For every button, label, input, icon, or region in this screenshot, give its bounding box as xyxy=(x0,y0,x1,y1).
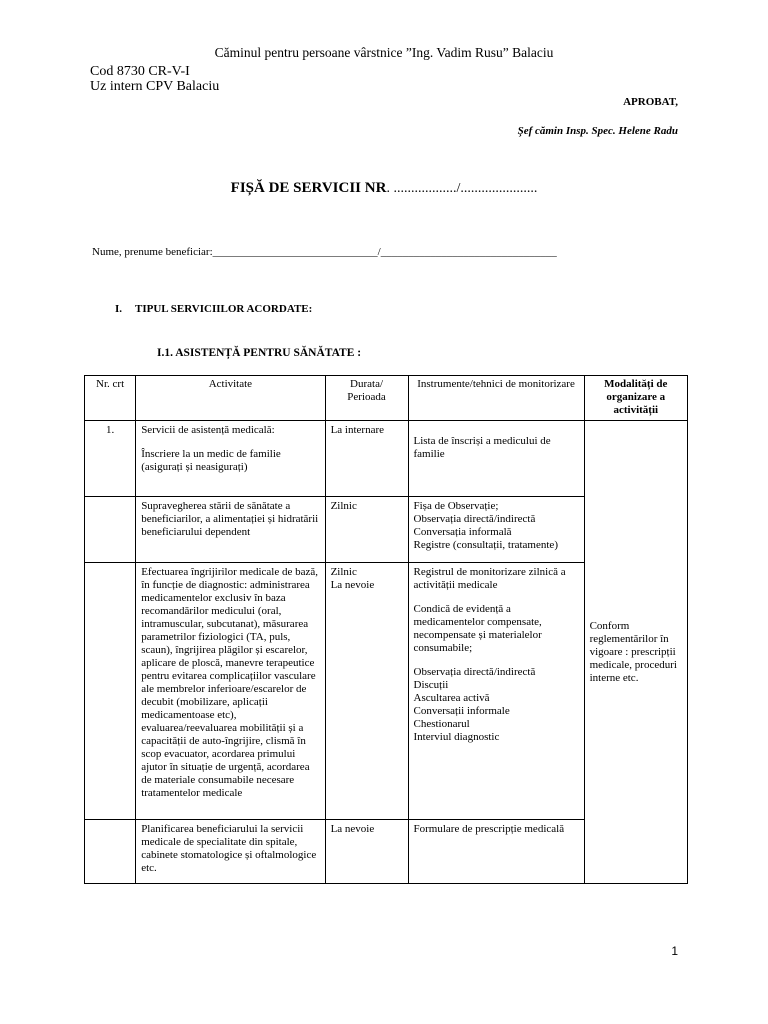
cell-nr xyxy=(85,497,136,563)
cell-activity-line: Servicii de asistență medicală: xyxy=(141,424,275,436)
cell-duration-line: La nevoie xyxy=(330,823,375,835)
table-row xyxy=(85,421,688,497)
cell-duration xyxy=(325,820,408,884)
header-nr: Nr. crt xyxy=(85,376,136,421)
header-duration: Durata/ Perioada xyxy=(325,376,408,421)
cell-instruments xyxy=(408,421,584,497)
cell-instruments-line xyxy=(414,592,579,603)
beneficiary-field[interactable]: Nume, prenume beneficiar:______________________________/________________________________ xyxy=(92,246,557,258)
cell-activity-line: Supravegherea stării de sănătate a beneficiarilor, a alimentației și hidratării beneficiarului dependent xyxy=(141,500,319,538)
cell-instruments-line: Chestionarul xyxy=(413,718,470,730)
cell-duration xyxy=(325,421,408,497)
cell-instruments-line: Conversația informală xyxy=(413,526,512,538)
cell-instruments xyxy=(408,497,584,563)
cell-nr xyxy=(85,563,136,820)
cell-instruments-line: Lista de înscriși a medicului de familie xyxy=(413,435,551,460)
cell-instruments xyxy=(408,820,584,884)
section-number: I. xyxy=(115,303,123,315)
header-activity: Activitate xyxy=(136,376,325,421)
cell-duration xyxy=(325,563,408,820)
cell-instruments-line: Observația directă/indirectă xyxy=(413,666,536,678)
document-code xyxy=(90,64,219,94)
cell-instruments-line: Fișa de Observație; xyxy=(413,500,499,512)
cell-modalities: Conform reglementărilor în vigoare : prescripții medicale, proceduri interne etc. xyxy=(584,421,687,884)
cell-instruments xyxy=(408,563,584,820)
cell-activity xyxy=(136,820,325,884)
document-title xyxy=(0,180,768,197)
cell-activity xyxy=(136,497,325,563)
cell-instruments-line: Ascultarea activă xyxy=(413,692,490,704)
cell-activity-line xyxy=(141,437,319,448)
cell-instruments-line: Condică de evidență a medicamentelor compensate, necompensate și materialelor consumabile; xyxy=(413,603,542,654)
cell-instruments-line: Conversații informale xyxy=(413,705,510,717)
cell-duration-line: Zilnic xyxy=(330,566,357,578)
institution-header: Căminul pentru persoane vârstnice ”Ing. Vadim Rusu” Balaciu xyxy=(214,45,554,60)
cell-instruments-line: Formulare de prescripție medicală xyxy=(413,823,565,835)
section-heading xyxy=(115,303,312,315)
internal-use-line: Uz intern CPV Balaciu xyxy=(90,79,220,94)
code-line: Cod 8730 CR-V-I xyxy=(90,64,190,79)
cell-instruments-line: Registrul de monitorizare zilnică a activității medicale xyxy=(413,566,566,591)
cell-activity xyxy=(136,563,325,820)
cell-duration-line: Zilnic xyxy=(330,500,357,512)
title-number: . ................../...................... xyxy=(386,181,538,196)
header-modalities: Modalități de organizare a activității xyxy=(584,376,687,421)
cell-instruments-line xyxy=(414,424,579,435)
section-label: TIPUL SERVICIILOR ACORDATE: xyxy=(135,303,313,315)
cell-instruments-line: Observația directă/indirectă xyxy=(413,513,536,525)
cell-duration-line: La nevoie xyxy=(330,579,375,591)
cell-instruments-line: Interviul diagnostic xyxy=(413,731,500,743)
cell-nr xyxy=(85,820,136,884)
subsection-heading: I.1. ASISTENȚĂ PENTRU SĂNĂTATE : xyxy=(157,347,362,359)
cell-duration-line: La internare xyxy=(330,424,385,436)
cell-nr: 1. xyxy=(85,421,136,497)
cell-instruments-line: Discuții xyxy=(413,679,449,691)
table-body xyxy=(85,421,688,884)
cell-activity-line: Efectuarea îngrijirilor medicale de bază, în funcție de diagnostic: administrarea medicamentelor exclusiv în baza recomandărilor medicului (oral, intramuscular, subcutanat), măsurarea parametrilor fiziologici (TA, puls, scaun), îngrijirea plăgilor și escarelor, aplicare de ploscă, manevre terapeutice pentru evitarea complicațiilor vasculare ale membrelor inferioare/escarelor de decubit (mobilizare, aplicații medicamentoase etc), evaluarea/reevaluarea mobilității și a capacității de auto-îngrijire, clismă în scop evacuator, acordarea primului ajutor în situație de urgență, acordarea de materiale consumabile necesare tratamentelor medicale xyxy=(141,566,319,799)
services-table xyxy=(84,375,688,884)
header-instruments: Instrumente/tehnici de monitorizare xyxy=(408,376,584,421)
cell-instruments-line xyxy=(414,655,579,666)
cell-activity-line: Înscriere la un medic de familie (asigurați și neasigurați) xyxy=(141,448,281,473)
title-text: FIȘĂ DE SERVICII NR xyxy=(230,180,387,196)
approved-label: APROBAT, xyxy=(623,96,678,108)
signatory-name: Şef cămin Insp. Spec. Helene Radu xyxy=(517,125,678,137)
cell-activity xyxy=(136,421,325,497)
cell-duration xyxy=(325,497,408,563)
page-number: 1 xyxy=(671,944,678,958)
cell-activity-line: Planificarea beneficiarului la servicii medicale de specialitate din spitale, cabinete stomatologice și oftalmologice etc. xyxy=(141,823,317,874)
cell-instruments-line: Registre (consultații, tratamente) xyxy=(413,539,558,551)
